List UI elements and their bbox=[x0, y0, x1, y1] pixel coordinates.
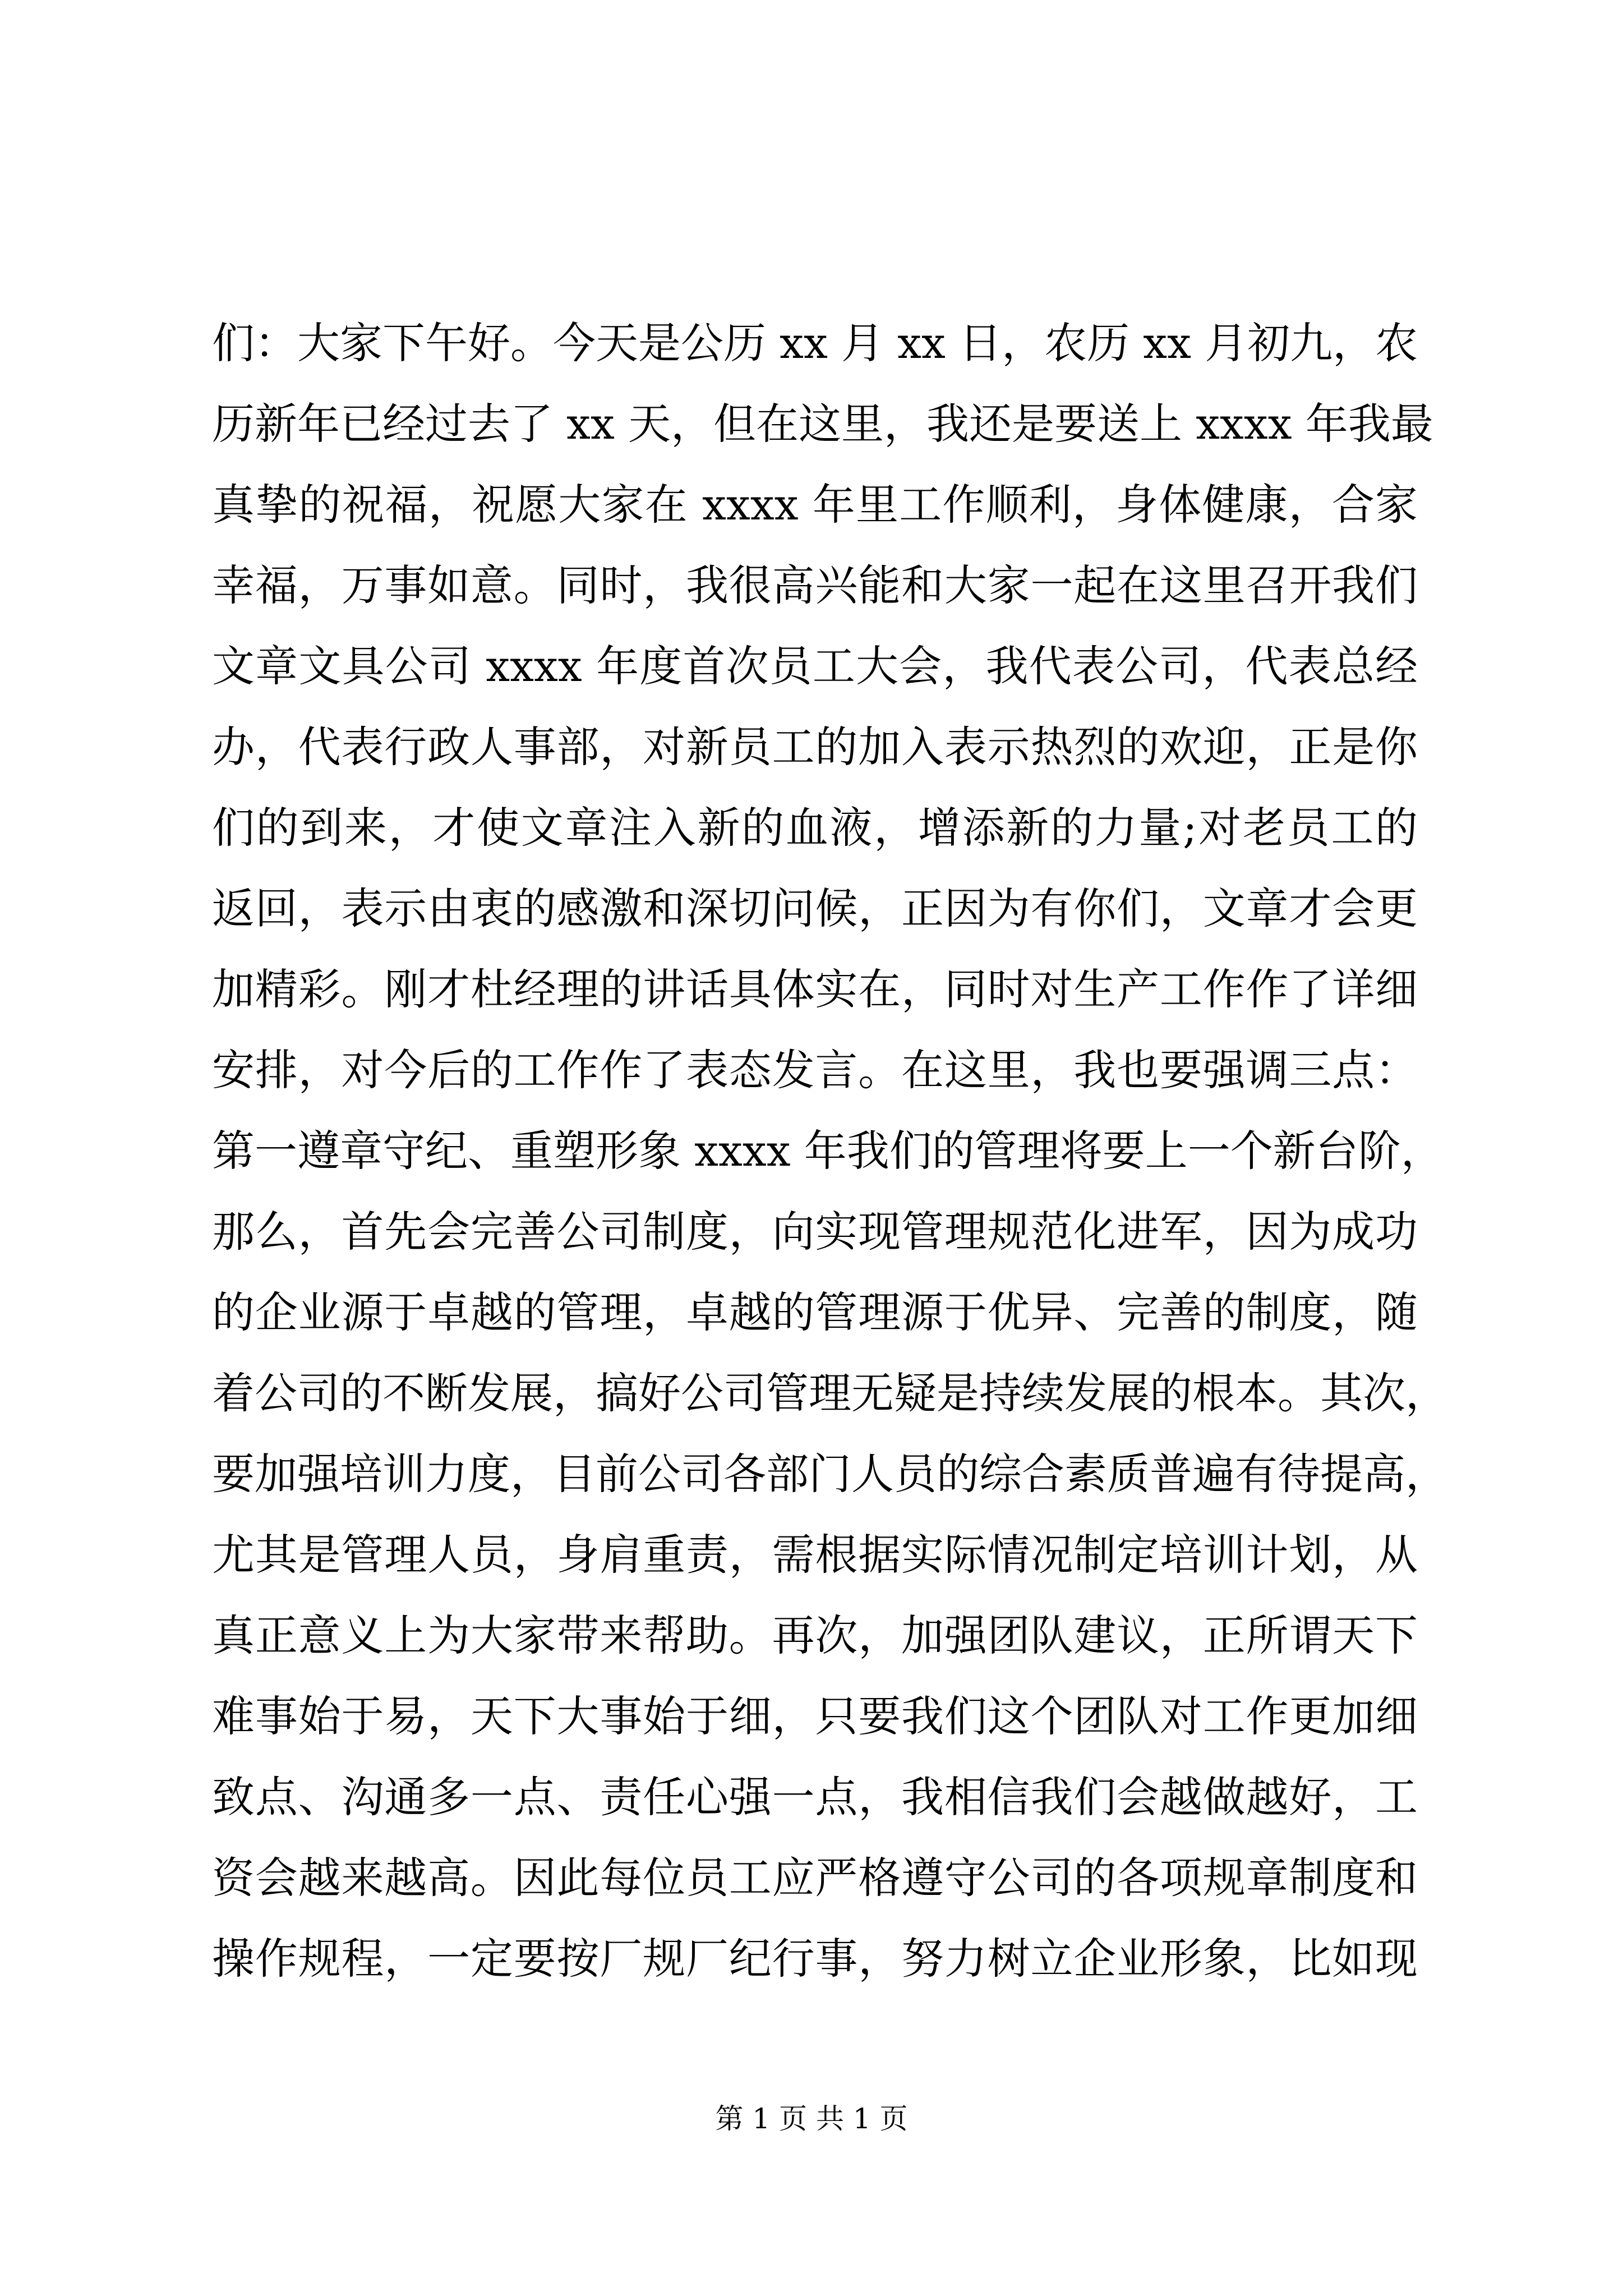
text-line: 真挚的祝福，祝愿大家在 xxxx 年里工作顺利，身体健康，合家 bbox=[212, 480, 1418, 530]
text-line: 历新年已经过去了 xx 天，但在这里，我还是要送上 xxxx 年我最 bbox=[212, 399, 1433, 449]
text-line: 致点、沟通多一点、责任心强一点，我相信我们会越做越好，工 bbox=[212, 1772, 1418, 1822]
text-line: 们的到来，才使文章注入新的血液，增添新的力量;对老员工的 bbox=[212, 803, 1418, 853]
text-line: 第一遵章守纪、重塑形象 xxxx 年我们的管理将要上一个新台阶， bbox=[212, 1126, 1444, 1176]
text-line: 幸福，万事如意。同时，我很高兴能和大家一起在这里召开我们 bbox=[212, 560, 1418, 610]
text-line: 办，代表行政人事部，对新员工的加入表示热烈的欢迎，正是你 bbox=[212, 722, 1418, 772]
text-line: 真正意义上为大家带来帮助。再次，加强团队建议，正所谓天下 bbox=[212, 1611, 1418, 1660]
text-line: 加精彩。刚才杜经理的讲话具体实在，同时对生产工作作了详细 bbox=[212, 964, 1418, 1014]
text-line: 要加强培训力度，目前公司各部门人员的综合素质普遍有待提高， bbox=[212, 1449, 1448, 1499]
text-line: 难事始于易，天下大事始于细，只要我们这个团队对工作更加细 bbox=[212, 1691, 1418, 1741]
text-line: 着公司的不断发展，搞好公司管理无疑是持续发展的根本。其次， bbox=[212, 1368, 1448, 1418]
page-footer bbox=[0, 2099, 1623, 2138]
text-line: 安排，对今后的工作作了表态发言。在这里，我也要强调三点： bbox=[212, 1045, 1418, 1095]
page-number-label: 第 1 页 共 1 页 bbox=[715, 2102, 908, 2135]
text-line: 们：大家下午好。今天是公历 xx 月 xx 日，农历 xx 月初九，农 bbox=[212, 318, 1418, 368]
text-line: 那么，首先会完善公司制度，向实现管理规范化进军，因为成功 bbox=[212, 1207, 1418, 1257]
text-line: 操作规程，一定要按厂规厂纪行事，努力树立企业形象，比如现 bbox=[212, 1934, 1418, 1984]
text-line: 尤其是管理人员，身肩重责，需根据实际情况制定培训计划，从 bbox=[212, 1530, 1418, 1580]
text-line: 返回，表示由衷的感激和深切问候，正因为有你们，文章才会更 bbox=[212, 884, 1418, 933]
text-line: 文章文具公司 xxxx 年度首次员工大会，我代表公司，代表总经 bbox=[212, 641, 1418, 691]
body-text bbox=[212, 303, 1448, 1999]
text-line: 资会越来越高。因此每位员工应严格遵守公司的各项规章制度和 bbox=[212, 1853, 1418, 1903]
text-line: 的企业源于卓越的管理，卓越的管理源于优异、完善的制度，随 bbox=[212, 1287, 1418, 1337]
